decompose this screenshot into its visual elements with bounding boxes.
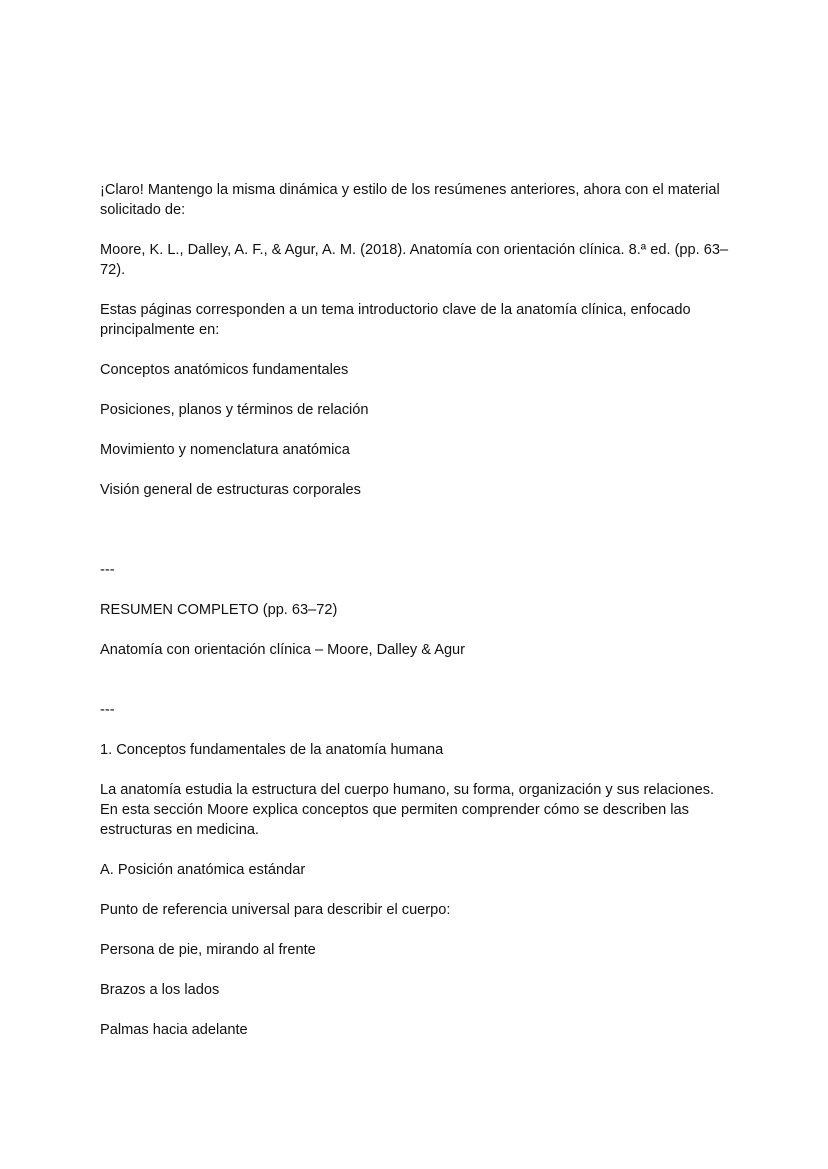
subsection-item: Brazos a los lados — [100, 982, 220, 998]
topic-intro-paragraph: Estas páginas corresponden a un tema introductorio clave de la anatomía clínica, enfocado principalmente en: — [100, 302, 691, 338]
topic-item: Posiciones, planos y términos de relación — [100, 402, 369, 418]
intro-paragraph: ¡Claro! Mantengo la misma dinámica y estilo de los resúmenes anteriores, ahora con el material solicitado de: — [100, 182, 720, 218]
topic-item: Visión general de estructuras corporales — [100, 482, 361, 498]
subsection-intro: Punto de referencia universal para describir el cuerpo: — [100, 902, 451, 918]
summary-title: RESUMEN COMPLETO (pp. 63–72) — [100, 602, 338, 618]
topic-item: Conceptos anatómicos fundamentales — [100, 362, 349, 378]
summary-subtitle: Anatomía con orientación clínica – Moore, Dalley & Agur — [100, 642, 466, 658]
reference-paragraph: Moore, K. L., Dalley, A. F., & Agur, A. M. (2018). Anatomía con orientación clínica. 8.ª ed. (pp. 63–72). — [100, 242, 729, 278]
section-body-paragraph: La anatomía estudia la estructura del cuerpo humano, su forma, organización y sus relaciones. En esta sección Moore explica conceptos que permiten comprender cómo se describen las estructuras en medicina. — [100, 782, 715, 838]
subsection-heading: A. Posición anatómica estándar — [100, 862, 306, 878]
separator: --- — [100, 702, 115, 718]
topic-item: Movimiento y nomenclatura anatómica — [100, 442, 350, 458]
subsection-item: Persona de pie, mirando al frente — [100, 942, 316, 958]
document-body — [100, 180, 730, 1040]
section-heading: 1. Conceptos fundamentales de la anatomía humana — [100, 742, 444, 758]
subsection-item: Palmas hacia adelante — [100, 1022, 248, 1038]
separator: --- — [100, 562, 115, 578]
